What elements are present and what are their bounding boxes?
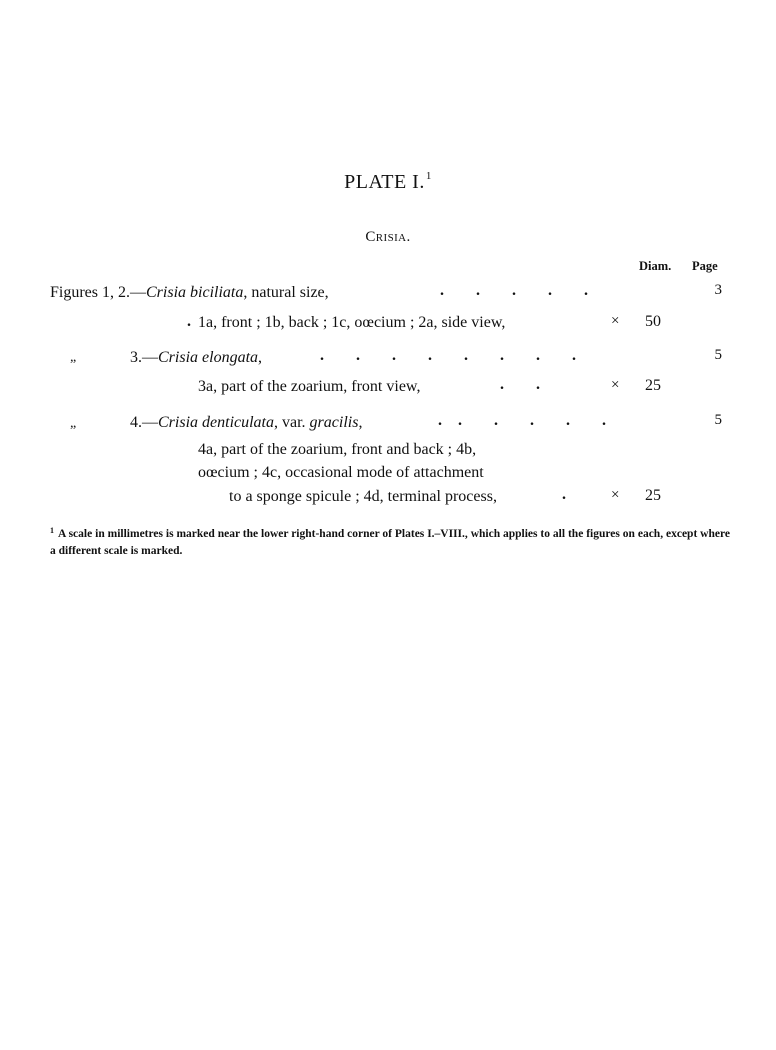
entry-1-heading xyxy=(50,284,329,302)
magnification-sign: × xyxy=(611,377,620,393)
entry-3-prefix: 4.— xyxy=(130,414,158,431)
entry-1-suffix: , natural size, xyxy=(243,284,329,301)
magnification-sign: × xyxy=(611,313,620,329)
footnote-text: A scale in millimetres is marked near the lower right-hand corner of Plates I.–VIII., which applies to all the figures on each, except where a different scale is marked. xyxy=(50,528,730,557)
entry-3-variety: gracilis xyxy=(309,414,359,431)
entry-1-detail xyxy=(198,314,505,332)
ditto-mark: „ xyxy=(70,350,77,365)
entry-3-detail-line-1: 4a, part of the zoarium, front and back ; 4b, xyxy=(198,441,477,458)
ditto-mark: „ xyxy=(70,416,77,431)
entry-3-variety-prefix: , var. xyxy=(274,414,310,431)
leader-dots: . xyxy=(562,486,566,503)
footnote xyxy=(50,522,730,560)
entry-1-prefix: Figures 1, 2.— xyxy=(50,284,146,301)
leader-dots: . . . . . . . . xyxy=(320,347,576,364)
entry-2-heading xyxy=(130,349,262,367)
entry-3-heading xyxy=(130,414,362,432)
entry-2-detail-line-1: 3a, part of the zoarium, front view, xyxy=(198,378,421,395)
entry-1-page: 3 xyxy=(714,282,722,298)
entry-2-species: Crisia elongata xyxy=(158,349,259,366)
plate-title-text: PLATE I. xyxy=(344,171,425,193)
entry-1-detail-line-1: 1a, front ; 1b, back ; 1c, oœcium ; 2a, side view, xyxy=(198,314,506,331)
entry-3-diam: 25 xyxy=(645,487,661,504)
entry-1-species: Crisia biciliata xyxy=(146,284,244,301)
entry-3-detail-line-2: oœcium ; 4c, occasional mode of attachment xyxy=(198,464,484,481)
entry-2-page: 5 xyxy=(714,347,722,363)
page-column-header: Page xyxy=(692,259,718,273)
entry-1-diam: 50 xyxy=(645,313,661,330)
entry-2-detail xyxy=(198,378,420,396)
diam-column-header: Diam. xyxy=(639,259,672,273)
leader-dots: . . xyxy=(500,376,540,393)
entry-2-diam: 25 xyxy=(645,377,661,394)
entry-3-species: Crisia denticulata xyxy=(158,414,274,431)
footnote-mark: 1 xyxy=(50,526,54,535)
entry-2-prefix: 3.— xyxy=(130,349,158,366)
magnification-sign: × xyxy=(611,487,620,503)
entry-3-suffix: , xyxy=(358,414,363,431)
plate-title xyxy=(0,170,776,194)
leader-dots: . xyxy=(187,313,191,330)
entry-3-detail-line-3: to a sponge spicule ; 4d, terminal process, xyxy=(229,488,497,505)
entry-3-page: 5 xyxy=(714,412,722,428)
leader-dots: . . . . . xyxy=(440,282,588,299)
leader-dots: . . . . . . xyxy=(438,412,606,429)
genus-heading: Crisia. xyxy=(365,229,411,245)
footnote-reference: 1 xyxy=(425,170,432,182)
entry-2-suffix: , xyxy=(258,349,263,366)
